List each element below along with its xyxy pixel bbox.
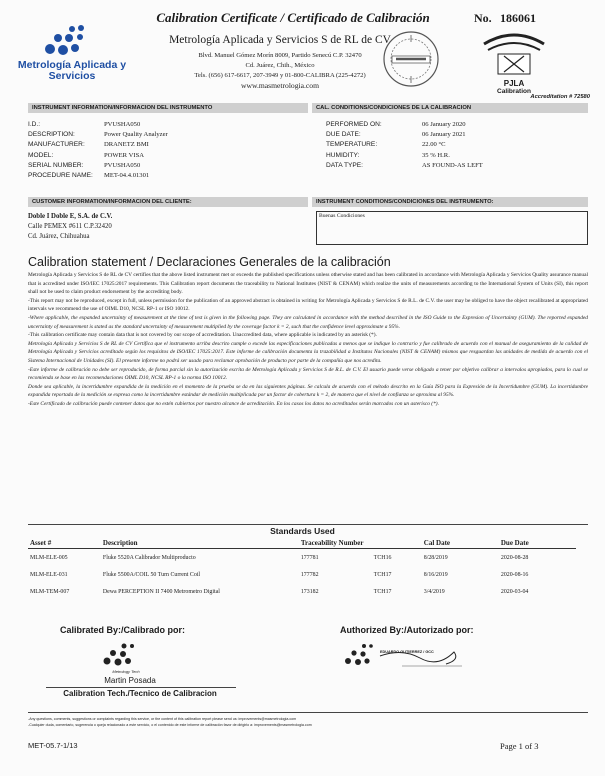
field-value: 22.00 °C [422,141,446,149]
table-cell: TCH17 [373,588,392,595]
field-label: TEMPERATURE: [326,141,378,149]
table-cell: 173182 [300,588,319,595]
authorized-stamp-text: EDUARDO GUTIERREZ / GCC [380,650,434,654]
field-value: AS FOUND-AS LEFT [422,161,483,169]
divider [28,524,588,525]
field-value: POWER VISA [104,151,144,159]
signature-line [46,687,236,688]
address-line-2: Cd. Juárez, Chih., México [245,62,315,69]
instrument-row [28,161,308,171]
table-cell: MLM-ELE-031 [30,571,68,578]
field-value: 06 January 2020 [422,121,466,128]
table-cell: 177782 [300,571,319,578]
statement-body [28,271,588,409]
statement-title: Calibration statement / Declaraciones Generales de la calibración [28,255,391,269]
field-value: PVUSHA050 [104,161,141,169]
customer-street: Calle PEMEX #611 C.P.32420 [28,223,112,231]
address-line-4: www.masmetrologia.com [241,81,319,90]
table-cell: MLM-ELE-005 [30,554,68,561]
table-cell: 2020-08-16 [500,571,529,578]
statement-paragraph: -Where applicable, the expanded uncertainty of measurement at the time of test is given in the following page. They are calculated in accordance with the method described in the ISO Guide to the Expresion of Uncertainty (GUM). The reported expanded uncertainty of measurement is stated as the standard uncertainty of measurement multiplied by the coverage factor k = 2, such that the confidence level approximate a 95%. [28,314,588,330]
table-cell: 8/28/2019 [423,554,448,561]
table-cell: 2020-08-28 [500,554,529,561]
company-logo-icon [42,24,90,58]
company-address [140,51,420,91]
statement-paragraph: -This calibration certificate may contain data that is not covered by our scope of accreditation. Unaccredited data, where applicable is indicated by an asterisk (*). [28,332,377,339]
field-value: PVUSHA050 [104,121,141,128]
field-value: MET-04.4.01301 [104,172,150,180]
field-value: Power Quality Analyzer [104,131,168,139]
standards-table [28,538,576,600]
field-label: MANUFACTURER: [28,141,85,149]
column-header: Asset # [28,538,101,549]
field-label: I.D.: [28,121,41,128]
column-header: Description [101,538,299,549]
column-header [372,538,422,549]
divider [28,712,588,713]
tech-stamp-icon [100,642,142,666]
field-label: PROCEDURE NAME: [28,172,93,180]
statement-paragraph: -Este informe de calibración no debe ser reproducido, de forma parcial sin la autorización escrita de Metrología Aplicada y Servicios S de R.L. de C.V. El usuario puede verse obligado a tener por objetivo calibrar a intervalos apropiados, para lo cual se recomienda se base en las recomendaciones OIML D10, NCSL RP-1 o la norma ISO 10012. [28,366,588,382]
authorized-signature-stamp-icon [342,642,472,672]
customer-city: Cd. Juárez, Chihuahua [28,233,90,241]
standards-title: Standards Used [270,526,335,536]
ilac-mra-seal-icon [382,30,440,88]
instrument-row [28,140,308,150]
pjla-sub: Calibration [497,88,531,95]
table-cell: Fluke 5520A Calibrador Multiproducto [102,554,196,561]
cal-conditions-bar: CAL. CONDITIONS/CONDICIONES DE LA CALIBRACION [312,103,588,113]
tech-name: Martin Posada [104,676,156,685]
calibrated-by-label: Calibrated By:/Calibrado por: [60,625,186,635]
column-header: Due Date [499,538,576,549]
field-value: 35 % H.R. [422,151,450,159]
table-row [28,549,576,567]
field-label: DESCRIPTION: [28,131,75,139]
field-label: DUE DATE: [326,131,361,139]
company-logo-text: Metrología Aplicada y Servicios [17,59,127,82]
statement-paragraph: Metrología Aplicada y Servicios S de RL de CV certifies that the above listed instrument met or exceeds the published specifications unless otherwise stated and has been calibrated in accordance with Metrología Aplicada y Servicios Quality assurance manual that is accredited under ISO/IEC 17025:2017 requirements. This Calibration report documents the traceability to National Institutes (NIST & CENAM) which realize the units of measurements according to the International System of Units (SI), this report shall not be used to claim product endorsement by the accrediting body. [28,272,588,296]
condition-row [326,140,588,150]
instrument-row [28,130,308,140]
footer-note: -Any questions, comments, suggestions or complaints regarding this service, or the content of this calibration report please send us: improvements@masmetrologia.com [28,717,297,721]
field-label: SERIAL NUMBER: [28,161,84,169]
instrument-row [28,120,308,130]
certificate-number-label: No. [474,11,492,25]
table-cell: MLM-TEM-007 [30,588,70,595]
instrument-row [28,151,308,161]
customer-info-bar: CUSTOMER INFORMATION/INFORMACION DEL CLIENTE: [28,197,308,207]
table-cell: Dewa PERCEPTION II 7400 Metrometro Digital [102,588,220,595]
company-name: Metrología Aplicada y Servicios S de RL de CV [169,34,391,46]
field-value: DRANETZ BMI [104,141,149,149]
accreditation-number: Accreditation # 72580 [530,94,590,100]
statement-paragraph: -This report may not be reproduced, except in full, unless permission for the publication of an approved abstract is obtained in writing for Metrología Aplicada y Servicios S de R.L. de C.V. the user may be obliged to have the object recalibrated at appropriated intervals we recommend the use of OIML D10, NCSL RP-1 or ISO 10012. [28,297,588,313]
table-row [28,583,576,600]
authorized-by-label: Authorized By:/Autorizado por: [340,625,474,635]
address-line-1: Blvd. Manuel Gómez Morín 8009, Partido Senecú C.P. 32470 [198,52,362,59]
field-label: DATA TYPE: [326,161,364,169]
address-line-3: Tels. (656) 617-6617, 207-3949 y 01-800-CALIBRA (225-4272) [194,72,366,79]
customer-name: Doble I Doble E, S.A. de C.V. [28,213,113,220]
instrument-conditions-bar: INSTRUMENT CONDITIONS/CONDICIONES DEL INSTRUMENTO: [312,197,588,207]
table-cell: 177781 [300,554,319,561]
certificate-number: 186061 [500,11,536,25]
condition-row [326,120,588,130]
column-header: Traceability Number [299,538,372,549]
table-cell: 8/16/2019 [423,571,448,578]
table-cell: Fluke 5500A/COIL 50 Turn Current Coil [102,571,201,578]
table-row [28,566,576,583]
cal-conditions [326,120,588,171]
statement-paragraph: -Este Certificado de calibración puede contener datos que no estén cubiertos por nuestro alcance de acreditación. En los casos los datos no acreditados serán marcados con un asterisco (*). [28,400,439,407]
table-cell: TCH17 [373,571,392,578]
pjla-name: PJLA [503,79,525,88]
statement-paragraph: Metrología Aplicada y Servicios S de RL de CV Certifica que el instrumento arriba descrito cumple o excede las especificaciones publicadas a menos que se indique lo contrario y fue calibrado de acuerdo con el manual de aseguramiento de la calidad de Metrología Aplicada y Servicios acreditado según los requisitos de ISO/IEC 17025:2017. Este informe de calibración documenta la trazabilidad a Institutos Nacionales (NIST & CENAM) mismos que resguardan las unidades de medida de acuerdo con el Sistema Internacional de Unidades (SI). El presente informe no podrá ser usado para reclamar aprobación de producto por parte de la compañía que nos acredita. [28,340,588,364]
condition-row [326,130,588,140]
instrument-info-bar: INSTRUMENT INFORMATION/INFORMACION DEL INSTRUMENTO [28,103,308,113]
tech-role: Calibration Tech./Tecnico de Calibracion [63,689,217,698]
tech-stamp-text: Metrology Tech [112,669,140,674]
instrument-row [28,171,308,181]
field-value: 06 January 2021 [422,131,466,139]
form-code: MET-05.7-1/13 [28,741,78,750]
table-cell: 2020-03-04 [500,588,529,595]
condition-row [326,161,588,171]
footer-notes [28,716,588,728]
footer-note: -Cualquier duda, comentario, sugerencia o queja relacionado a este servicio, o el contenido de este informe de calibración favor de dirigirlo a: improvements@masmetrologia.com [28,723,312,727]
table-cell: 3/4/2019 [423,588,445,595]
customer-info [28,212,308,243]
table-header-row [28,538,576,549]
statement-paragraph: Donde sea aplicable, la incertidumbre expandida de la medición en el momento de la prueba se da en las siguientes páginas. Se calcula de acuerdo con el método descrito en la Guía ISO para la Expresión de la Incertidumbre (GUM). La incertidumbre expandida reportada de la medición se expresa como la incertidumbre estándar de medición multiplicada por un factor de cobertura k = 2, de manera que el nivel de confianza se aproxima al 95%. [28,383,588,399]
instrument-conditions-box: Buenas Condiciones [316,211,588,245]
field-label: HUMIDITY: [326,151,360,159]
column-header: Cal Date [422,538,499,549]
instrument-info [28,120,308,181]
field-label: MODEL: [28,151,54,159]
field-label: PERFORMED ON: [326,121,382,128]
condition-row [326,151,588,161]
table-cell: TCH16 [373,554,392,561]
certificate-title: Calibration Certificate / Certificado de Calibración [156,10,430,25]
page-number: Page 1 of 3 [500,741,539,751]
